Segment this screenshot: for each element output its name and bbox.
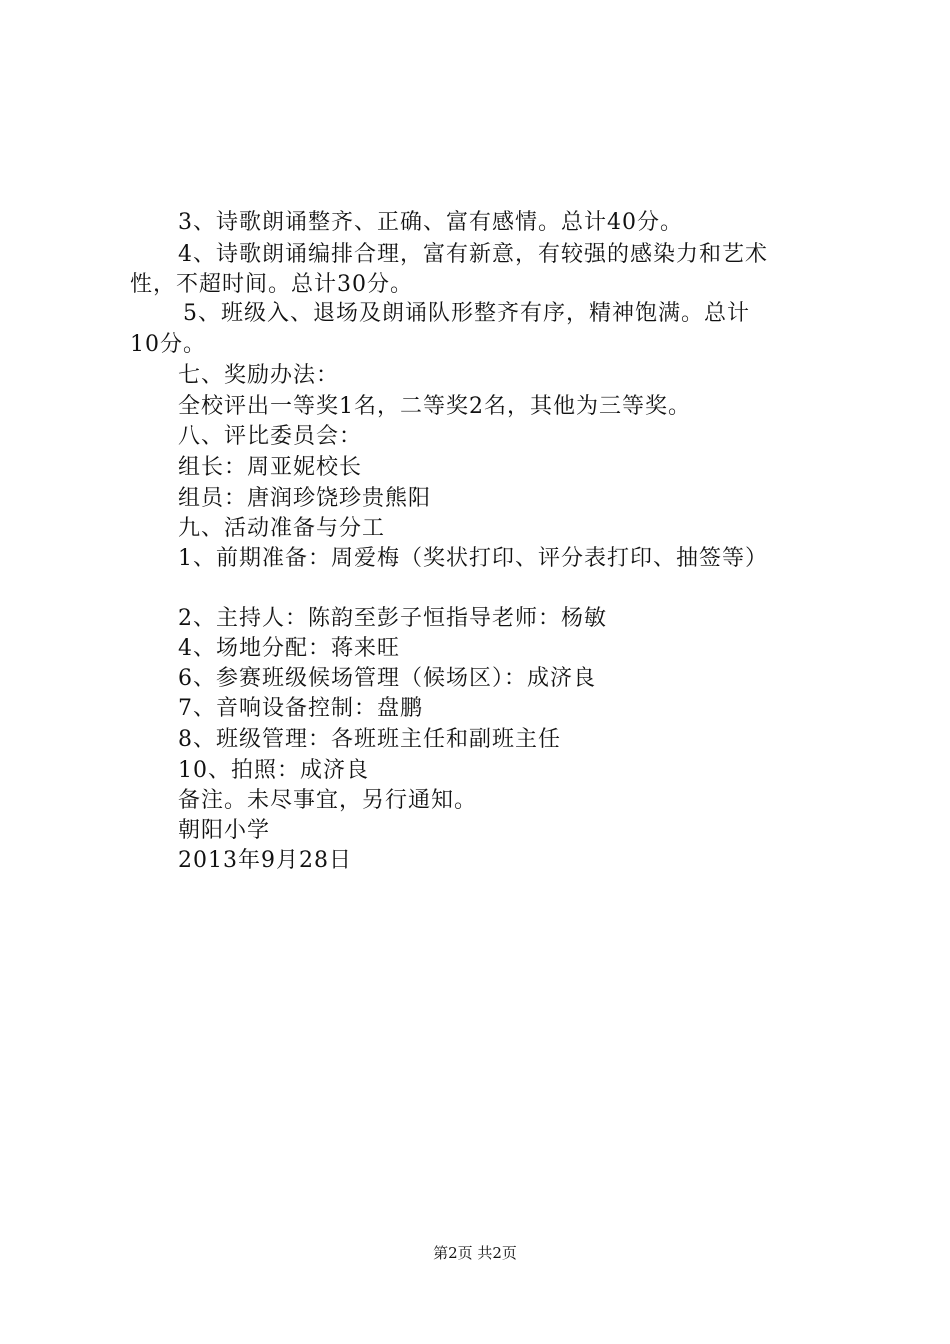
text-line: 组员：唐润珍饶珍贵熊阳 bbox=[178, 486, 432, 511]
text-line: 6、参赛班级候场管理（候场区）：成济良 bbox=[178, 666, 596, 691]
text-line: 性，不超时间。总计30分。 bbox=[130, 272, 413, 297]
note-line: 备注。未尽事宜，另行通知。 bbox=[178, 788, 478, 813]
text-line: 7、音响设备控制：盘鹏 bbox=[178, 696, 423, 721]
text-line: 4、诗歌朗诵编排合理，富有新意，有较强的感染力和艺术 bbox=[178, 242, 768, 267]
signature-org: 朝阳小学 bbox=[178, 818, 271, 843]
section-heading: 九、活动准备与分工 bbox=[178, 516, 386, 541]
text-line: 组长：周亚妮校长 bbox=[178, 455, 363, 480]
page-footer: 第2页 共2页 bbox=[433, 1244, 517, 1262]
text-line: 10分。 bbox=[130, 332, 206, 357]
text-line: 5、班级入、退场及朗诵队形整齐有序，精神饱满。总计 bbox=[183, 301, 750, 326]
section-heading: 七、奖励办法： bbox=[178, 363, 340, 388]
text-line: 4、场地分配：蒋来旺 bbox=[178, 636, 400, 661]
text-line: 1、前期准备：周爱梅（奖状打印、评分表打印、抽签等） bbox=[178, 546, 768, 571]
section-heading: 八、评比委员会： bbox=[178, 424, 363, 449]
signature-date: 2013年9月28日 bbox=[178, 848, 352, 873]
text-line: 2、主持人：陈韵至彭子恒指导老师：杨敏 bbox=[178, 606, 607, 631]
text-line: 10、拍照：成济良 bbox=[178, 758, 369, 783]
text-line: 3、诗歌朗诵整齐、正确、富有感情。总计40分。 bbox=[178, 210, 683, 235]
text-line: 8、班级管理：各班班主任和副班主任 bbox=[178, 727, 561, 752]
text-line: 全校评出一等奖1名，二等奖2名，其他为三等奖。 bbox=[178, 394, 691, 419]
